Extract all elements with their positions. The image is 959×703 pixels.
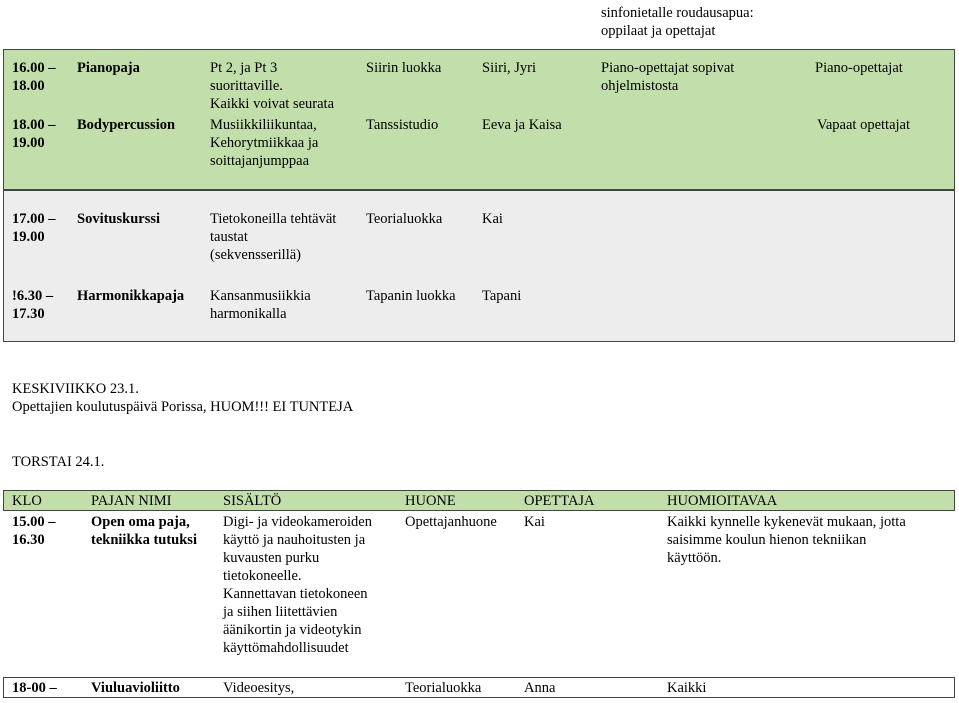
pianopaja-participants: Piano-opettajat sopivat ohjelmistosta [601, 60, 735, 94]
col-klo: KLO [12, 493, 42, 509]
bodypercussion-time: 18.00 – 19.00 [12, 117, 56, 151]
tekniikka-content: Digi- ja videokameroiden käyttö ja nauhoitusten ja kuvausten purku tietokoneelle. Kannettavan tietokoneen ja siihen liitettävien äänikortin ja videotykin käyttömahdollisuudet [223, 514, 372, 656]
wednesday-notice: Opettajien koulutuspäivä Porissa, HUOM!!! EI TUNTEJA [12, 399, 354, 415]
bodypercussion-content: Musiikkiliikuntaa, Kehorytmiikkaa ja soittajanjumppaa [210, 117, 319, 169]
top-note-line-1: sinfonietalle roudausapua: [601, 5, 754, 21]
bodypercussion-room: Tanssistudio [366, 117, 439, 133]
tekniikka-note: Kaikki kynnelle kykenevät mukaan, jotta saisimme koulun hienon tekniikan käyttöön. [667, 514, 906, 566]
wednesday-heading: KESKIVIIKKO 23.1. [12, 381, 139, 397]
top-note-line-2: oppilaat ja opettajat [601, 23, 716, 39]
sovituskurssi-room: Teorialuokka [366, 211, 443, 227]
bodypercussion-note: Vapaat opettajat [817, 117, 910, 133]
pianopaja-name: Pianopaja [77, 60, 140, 76]
col-huone: HUONE [405, 493, 456, 509]
top-note [601, 4, 754, 40]
viuluavioliitto-time: 18-00 – [12, 680, 57, 696]
row-separator-bottom [3, 697, 955, 698]
harmonikkapaja-name: Harmonikkapaja [77, 288, 185, 304]
sovituskurssi-teacher: Kai [482, 211, 503, 227]
pianopaja-room: Siirin luokka [366, 60, 442, 76]
viuluavioliitto-teacher: Anna [524, 680, 556, 696]
tekniikka-teacher: Kai [524, 514, 545, 530]
bodypercussion-name: Bodypercussion [77, 117, 176, 133]
harmonikkapaja-content: Kansanmusiikkia harmonikalla [210, 288, 311, 322]
col-sisalto: SISÄLTÖ [223, 493, 282, 509]
viuluavioliitto-note: Kaikki [667, 680, 707, 696]
pianopaja-content: Pt 2, ja Pt 3 suorittaville. Kaikki voivat seurata [210, 60, 335, 112]
harmonikkapaja-teacher: Tapani [482, 288, 522, 304]
sovituskurssi-time: 17.00 – 19.00 [12, 211, 56, 245]
viuluavioliitto-content: Videoesitys, [223, 680, 295, 696]
viuluavioliitto-name: Viuluavioliitto [91, 680, 180, 696]
bodypercussion-teacher: Eeva ja Kaisa [482, 117, 562, 133]
row-border-left [3, 677, 4, 698]
tekniikka-time: 15.00 – 16.30 [12, 514, 56, 548]
col-pajan-nimi: PAJAN NIMI [91, 493, 172, 509]
tekniikka-name: Open oma paja, tekniikka tutuksi [91, 514, 197, 548]
harmonikkapaja-room: Tapanin luokka [366, 288, 456, 304]
row-border-right [954, 677, 955, 698]
pianopaja-teacher: Siiri, Jyri [482, 60, 536, 76]
pianopaja-time: 16.00 – 18.00 [12, 60, 56, 94]
thursday-heading: TORSTAI 24.1. [12, 454, 105, 470]
row-separator-top [3, 677, 955, 678]
sovituskurssi-content: Tietokoneilla tehtävät taustat (sekvensserillä) [210, 211, 337, 263]
col-huomioitavaa: HUOMIOITAVAA [667, 493, 778, 509]
viuluavioliitto-room: Teorialuokka [405, 680, 482, 696]
tekniikka-room: Opettajanhuone [405, 514, 497, 530]
harmonikkapaja-time: !6.30 – 17.30 [12, 288, 54, 322]
col-opettaja: OPETTAJA [524, 493, 595, 509]
sovituskurssi-name: Sovituskurssi [77, 211, 161, 227]
pianopaja-note: Piano-opettajat [815, 60, 903, 76]
